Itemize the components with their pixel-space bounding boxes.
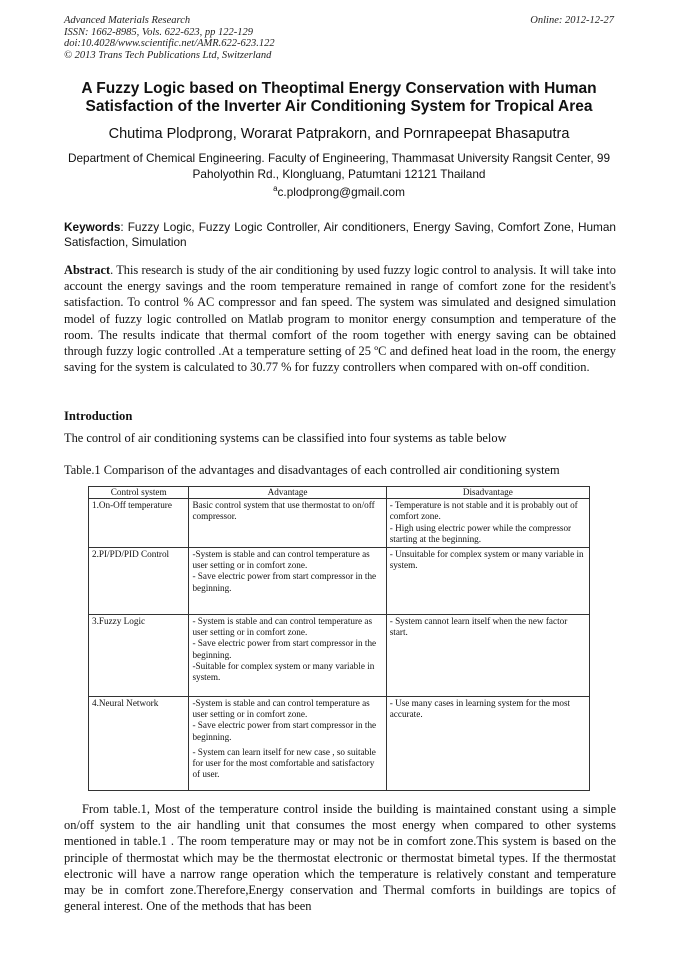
cell-line: - Unsuitable for complex system or many variable in system. <box>389 549 584 571</box>
cell-line: Basic control system that use thermostat to on/off compressor. <box>192 500 375 522</box>
comparison-table <box>88 486 590 791</box>
cell-system: 3.Fuzzy Logic <box>89 615 189 697</box>
col-header-disadvantage: Disadvantage <box>386 487 589 499</box>
cell-system: 1.On-Off temperature <box>89 499 189 548</box>
journal-name: Advanced Materials Research <box>64 15 191 26</box>
cell-line: - Save electric power from start compressor in the beginning. <box>192 720 377 742</box>
table-row <box>89 548 590 615</box>
keywords-label: Keywords <box>64 220 121 234</box>
cell-line: - System is stable and can control temperature as user setting or in comfort zone. <box>192 616 373 638</box>
issn-line: ISSN: 1662-8985, Vols. 622-623, pp 122-129 <box>64 26 253 38</box>
cell-line: - Save electric power from start compressor in the beginning. <box>192 638 377 660</box>
email-superscript: a <box>273 184 278 193</box>
cell-disadvantage <box>386 548 589 615</box>
cell-line: - System cannot learn itself when the new factor start. <box>389 616 568 638</box>
cell-line: -System is stable and can control temperature as user setting or in comfort zone. <box>192 698 370 720</box>
abstract <box>64 262 616 375</box>
col-header-advantage: Advantage <box>189 487 386 499</box>
affiliation: Department of Chemical Engineering. Faculty of Engineering, Thammasat University Rangsit Center, 99 Paholyothin Rd., Klongluang, Patumtani 12121 Thailand <box>67 151 611 181</box>
table-row <box>89 697 590 791</box>
email-address: c.plodprong@gmail.com <box>277 184 405 199</box>
col-header-control-system: Control system <box>89 487 189 499</box>
cell-disadvantage <box>386 697 589 791</box>
cell-advantage <box>189 697 386 791</box>
cell-line: - System can learn itself for new case , so suitable for user for the most comfortable and satisfactory of user. <box>192 746 376 780</box>
section-heading-introduction: Introduction <box>64 409 133 423</box>
cell-line: - Save electric power from start compressor in the beginning. <box>192 571 377 593</box>
doi-line: doi:10.4028/www.scientific.net/AMR.622-623.122 <box>64 38 275 49</box>
table-caption: Table.1 Comparison of the advantages and disadvantages of each controlled air conditioning system <box>64 463 560 477</box>
paper-authors: Chutima Plodprong, Worarat Patprakorn, and Pornrapeepat Bhasaputra <box>108 126 570 142</box>
table-row <box>89 615 590 697</box>
intro-sentence: The control of air conditioning systems can be classified into four systems as table below <box>64 431 507 445</box>
keywords <box>64 220 616 250</box>
cell-disadvantage <box>386 499 589 548</box>
journal-header <box>64 15 614 61</box>
table-header-row <box>89 487 590 499</box>
keywords-text: : Fuzzy Logic, Fuzzy Logic Controller, Air conditioners, Energy Saving, Comfort Zone, Human Satisfaction, Simulation <box>64 220 616 249</box>
cell-line: -Suitable for complex system or many variable in system. <box>192 660 375 683</box>
cell-line: -System is stable and can control temperature as user setting or in comfort zone. <box>192 549 370 571</box>
table-row <box>89 499 590 548</box>
abstract-label: Abstract <box>64 263 111 277</box>
cell-line: - Temperature is not stable and it is probably out of comfort zone. <box>389 500 578 522</box>
cell-line: - Use many cases in learning system for the most accurate. <box>389 698 571 720</box>
cell-advantage <box>189 499 386 548</box>
cell-line: - High using electric power while the compressor starting at the beginning. <box>389 522 572 544</box>
cell-advantage <box>189 548 386 615</box>
online-date: Online: 2012-12-27 <box>530 15 614 26</box>
cell-system: 4.Neural Network <box>89 697 189 791</box>
copyright-line: © 2013 Trans Tech Publications Ltd, Switzerland <box>64 49 272 61</box>
paper-title: A Fuzzy Logic based on Theoptimal Energy Conservation with Human Satisfaction of the Inverter Air Conditioning System for Tropical Area <box>81 80 597 115</box>
cell-disadvantage <box>386 615 589 697</box>
author-email <box>40 184 638 199</box>
body-paragraph: From table.1, Most of the temperature control inside the building is maintained constant using a simple on/off system to the air handling unit that consumes the most energy when compared to other systems mentioned in table.1 . The room temperature may or may not be in comfort zone.This system is based on the principle of thermostat which may be the thermostat electronic or thermostat bimetal types. If the thermostat electronic will have a narrow range operation which the temperature is relatively constant and temperature may be in comfort zone.Therefore,Energy conservation and Thermal comforts in buildings are topics of general interest. One of the methods that has been <box>64 802 616 914</box>
cell-system: 2.PI/PD/PID Control <box>89 548 189 615</box>
abstract-text: . This research is study of the air conditioning by used fuzzy logic control to analysis. It will take into account the energy savings and the room temperature remained in range of comfort zone for the resident's satisfaction. To control % AC compressor and fan speed. The system was simulated and designed simulation model of fuzzy logic controlled on Matlab program to monitor energy consumption and temperature of the room. The results indicate that thermal comfort of the room together with energy saving can be obtained through fuzzy logic controlled .At a temperature setting of 25 ºC and defined heat load in the room, the energy saving for the system is calculated to 30.77 % for fuzzy controllers when compared with on-off condition. <box>64 263 616 375</box>
cell-advantage <box>189 615 386 697</box>
